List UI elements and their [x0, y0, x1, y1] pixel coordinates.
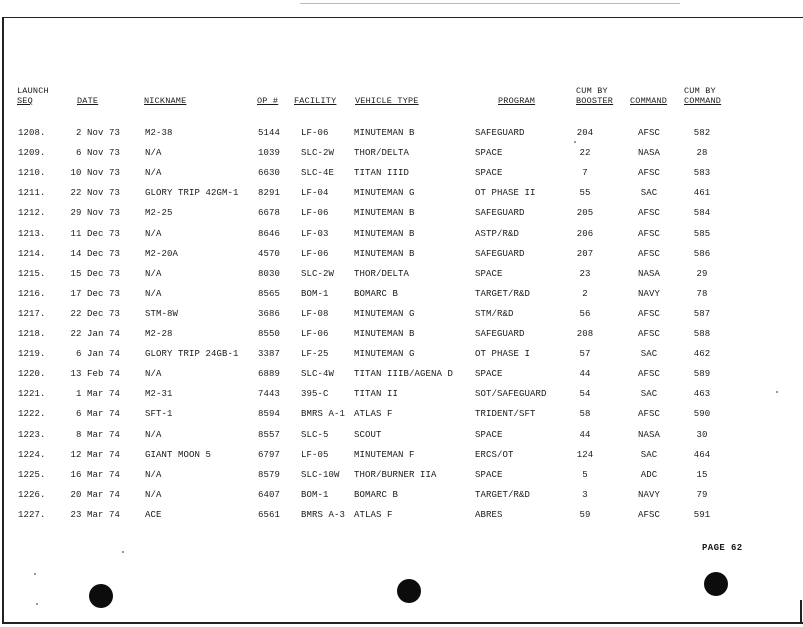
header-op-number: OP # — [257, 96, 279, 106]
facility-cell: SLC-4W — [301, 369, 335, 380]
header-launch-seq: LAUNCH SEQ — [17, 86, 49, 106]
vehicle-type-cell: MINUTEMAN G — [354, 188, 415, 199]
nickname-cell: N/A — [145, 288, 162, 299]
table-row — [0, 248, 803, 262]
command-cell: NASA — [637, 268, 660, 279]
cum-by-booster-cell: 205 — [576, 208, 594, 219]
table-row — [0, 328, 803, 342]
binder-hole-center — [397, 579, 421, 603]
command-cell: AFSC — [637, 168, 660, 179]
table-row — [0, 509, 803, 523]
date-cell: 11 Dec 73 — [70, 228, 120, 239]
cum-by-command-cell: 583 — [693, 168, 711, 179]
cum-by-booster-cell: 204 — [576, 128, 594, 138]
op-number-cell: 8646 — [258, 228, 281, 239]
nickname-cell: N/A — [145, 369, 162, 380]
op-number-cell: 3387 — [258, 349, 281, 360]
program-cell: SPACE — [475, 369, 503, 380]
program-cell: SPACE — [475, 429, 503, 440]
table-row — [0, 187, 803, 201]
program-cell: STM/R&D — [475, 308, 514, 319]
facility-cell: LF-25 — [301, 349, 329, 360]
command-cell: AFSC — [637, 308, 660, 319]
launch-seq-cell: 1219. — [18, 349, 46, 360]
nickname-cell: N/A — [145, 469, 162, 480]
command-cell: NASA — [637, 148, 660, 159]
scan-edge-line — [300, 3, 680, 4]
launch-seq-cell: 1220. — [18, 369, 46, 380]
vehicle-type-cell: MINUTEMAN B — [354, 228, 415, 239]
vehicle-type-cell: MINUTEMAN B — [354, 248, 415, 259]
program-cell: TRIDENT/SFT — [475, 409, 536, 420]
vehicle-type-cell: TITAN IIID — [354, 168, 410, 179]
facility-cell: BMRS A-3 — [301, 509, 346, 520]
op-number-cell: 8030 — [258, 268, 281, 279]
cum-by-booster-cell: 56 — [579, 308, 591, 319]
facility-cell: BOM-1 — [301, 489, 329, 500]
launch-seq-cell: 1216. — [18, 288, 46, 299]
op-number-cell: 6678 — [258, 208, 281, 219]
nickname-cell: M2-20A — [145, 248, 179, 259]
launch-seq-cell: 1209. — [18, 148, 46, 159]
op-number-cell: 6561 — [258, 509, 281, 520]
date-cell: 14 Dec 73 — [70, 248, 120, 259]
cum-by-command-cell: 463 — [693, 389, 711, 400]
table-row — [0, 147, 803, 161]
program-cell: SOT/SAFEGUARD — [475, 389, 547, 400]
header-cum-by-booster: CUM BY BOOSTER — [576, 86, 614, 106]
nickname-cell: GLORY TRIP 42GM-1 — [145, 188, 239, 199]
nickname-cell: M2-31 — [145, 389, 173, 400]
program-cell: SPACE — [475, 268, 503, 279]
facility-cell: LF-08 — [301, 308, 329, 319]
cum-by-command-cell: 15 — [696, 469, 708, 480]
vehicle-type-cell: BOMARC B — [354, 489, 399, 500]
facility-cell: LF-06 — [301, 329, 329, 339]
scan-speck — [574, 141, 576, 143]
program-cell: TARGET/R&D — [475, 489, 531, 500]
vehicle-type-cell: BOMARC B — [354, 288, 399, 299]
cum-by-command-cell: 462 — [693, 349, 711, 360]
launch-seq-cell: 1217. — [18, 308, 46, 319]
table-row — [0, 429, 803, 443]
date-cell: 6 Nov 73 — [75, 148, 120, 159]
program-cell: OT PHASE I — [475, 349, 531, 360]
op-number-cell: 4570 — [258, 248, 281, 259]
op-number-cell: 3686 — [258, 308, 281, 319]
table-row — [0, 368, 803, 382]
cum-by-booster-cell: 208 — [576, 329, 594, 339]
table-row — [0, 207, 803, 221]
header-date: DATE — [77, 96, 99, 106]
facility-cell: SLC-2W — [301, 268, 335, 279]
date-cell: 6 Jan 74 — [75, 349, 120, 360]
command-cell: AFSC — [637, 409, 660, 420]
op-number-cell: 8291 — [258, 188, 281, 199]
cum-by-booster-cell: 3 — [582, 489, 588, 500]
date-cell: 23 Mar 74 — [70, 509, 120, 520]
date-cell: 20 Mar 74 — [70, 489, 120, 500]
op-number-cell: 1039 — [258, 148, 281, 159]
vehicle-type-cell: MINUTEMAN B — [354, 208, 415, 219]
launch-seq-cell: 1211. — [18, 188, 46, 199]
cum-by-command-cell: 588 — [693, 329, 711, 339]
nickname-cell: M2-25 — [145, 208, 173, 219]
vehicle-type-cell: ATLAS F — [354, 409, 393, 420]
cum-by-booster-cell: 54 — [579, 389, 591, 400]
program-cell: ERCS/OT — [475, 449, 514, 460]
cum-by-booster-cell: 55 — [579, 188, 591, 199]
launch-seq-cell: 1214. — [18, 248, 46, 259]
launch-seq-cell: 1212. — [18, 208, 46, 219]
program-cell: SAFEGUARD — [475, 248, 525, 259]
cum-by-command-cell: 584 — [693, 208, 711, 219]
op-number-cell: 8557 — [258, 429, 281, 440]
table-row — [0, 348, 803, 362]
facility-cell: 395-C — [301, 389, 329, 400]
op-number-cell: 6407 — [258, 489, 281, 500]
program-cell: ABRES — [475, 509, 503, 520]
command-cell: AFSC — [637, 128, 660, 138]
launch-seq-cell: 1215. — [18, 268, 46, 279]
cum-by-command-cell: 461 — [693, 188, 711, 199]
op-number-cell: 6630 — [258, 168, 281, 179]
date-cell: 17 Dec 73 — [70, 288, 120, 299]
cum-by-booster-cell: 44 — [579, 369, 591, 380]
vehicle-type-cell: TITAN II — [354, 389, 399, 400]
cum-by-command-cell: 78 — [696, 288, 708, 299]
facility-cell: LF-03 — [301, 228, 329, 239]
cum-by-booster-cell: 22 — [579, 148, 591, 159]
op-number-cell: 6797 — [258, 449, 281, 460]
vehicle-type-cell: THOR/BURNER IIA — [354, 469, 437, 480]
cum-by-command-cell: 582 — [693, 128, 711, 138]
op-number-cell: 8579 — [258, 469, 281, 480]
table-row — [0, 469, 803, 483]
table-row — [0, 167, 803, 181]
cum-by-booster-cell: 44 — [579, 429, 591, 440]
op-number-cell: 8594 — [258, 409, 281, 420]
header-program: PROGRAM — [498, 96, 536, 106]
vehicle-type-cell: THOR/DELTA — [354, 268, 410, 279]
program-cell: SPACE — [475, 469, 503, 480]
nickname-cell: M2-38 — [145, 128, 173, 138]
table-row — [0, 308, 803, 322]
nickname-cell: GIANT MOON 5 — [145, 449, 212, 460]
facility-cell: LF-06 — [301, 128, 329, 138]
program-cell: TARGET/R&D — [475, 288, 531, 299]
page-number: PAGE 62 — [702, 543, 743, 553]
program-cell: SPACE — [475, 148, 503, 159]
page-border-top — [2, 17, 803, 18]
cum-by-command-cell: 589 — [693, 369, 711, 380]
facility-cell: LF-04 — [301, 188, 329, 199]
facility-cell: SLC-4E — [301, 168, 335, 179]
command-cell: SAC — [640, 349, 658, 360]
date-cell: 29 Nov 73 — [70, 208, 120, 219]
launch-seq-cell: 1227. — [18, 509, 46, 520]
nickname-cell: N/A — [145, 268, 162, 279]
nickname-cell: STM-8W — [145, 308, 179, 319]
date-cell: 22 Nov 73 — [70, 188, 120, 199]
page-border-bottom — [2, 622, 803, 624]
table-row — [0, 127, 803, 141]
launch-seq-cell: 1213. — [18, 228, 46, 239]
cum-by-booster-cell: 2 — [582, 288, 588, 299]
facility-cell: SLC-2W — [301, 148, 335, 159]
facility-cell: LF-06 — [301, 248, 329, 259]
cum-by-booster-cell: 5 — [582, 469, 588, 480]
program-cell: ASTP/R&D — [475, 228, 520, 239]
date-cell: 8 Mar 74 — [75, 429, 120, 440]
cum-by-command-cell: 586 — [693, 248, 711, 259]
vehicle-type-cell: MINUTEMAN G — [354, 308, 415, 319]
program-cell: SAFEGUARD — [475, 128, 525, 138]
date-cell: 16 Mar 74 — [70, 469, 120, 480]
date-cell: 22 Jan 74 — [70, 329, 120, 339]
launch-seq-cell: 1218. — [18, 329, 46, 339]
vehicle-type-cell: SCOUT — [354, 429, 382, 440]
scan-speck — [776, 391, 778, 393]
vehicle-type-cell: MINUTEMAN F — [354, 449, 415, 460]
program-cell: OT PHASE II — [475, 188, 536, 199]
cum-by-command-cell: 591 — [693, 509, 711, 520]
table-row — [0, 228, 803, 242]
cum-by-booster-cell: 57 — [579, 349, 591, 360]
vehicle-type-cell: THOR/DELTA — [354, 148, 410, 159]
nickname-cell: N/A — [145, 148, 162, 159]
op-number-cell: 7443 — [258, 389, 281, 400]
vehicle-type-cell: MINUTEMAN B — [354, 128, 415, 138]
facility-cell: BOM-1 — [301, 288, 329, 299]
table-row — [0, 288, 803, 302]
command-cell: ADC — [640, 469, 658, 480]
launch-seq-cell: 1224. — [18, 449, 46, 460]
command-cell: AFSC — [637, 228, 660, 239]
date-cell: 22 Dec 73 — [70, 308, 120, 319]
table-row — [0, 408, 803, 422]
launch-seq-cell: 1222. — [18, 409, 46, 420]
command-cell: AFSC — [637, 329, 660, 339]
date-cell: 13 Feb 74 — [70, 369, 120, 380]
vehicle-type-cell: MINUTEMAN G — [354, 349, 415, 360]
launch-seq-cell: 1221. — [18, 389, 46, 400]
date-cell: 15 Dec 73 — [70, 268, 120, 279]
launch-seq-cell: 1210. — [18, 168, 46, 179]
cum-by-command-cell: 28 — [696, 148, 708, 159]
vehicle-type-cell: ATLAS F — [354, 509, 393, 520]
date-cell: 12 Mar 74 — [70, 449, 120, 460]
table-row — [0, 489, 803, 503]
cum-by-command-cell: 30 — [696, 429, 708, 440]
nickname-cell: GLORY TRIP 24GB-1 — [145, 349, 239, 360]
facility-cell: LF-06 — [301, 208, 329, 219]
nickname-cell: N/A — [145, 489, 162, 500]
facility-cell: LF-05 — [301, 449, 329, 460]
nickname-cell: N/A — [145, 168, 162, 179]
op-number-cell: 8565 — [258, 288, 281, 299]
binder-hole-left — [89, 584, 113, 608]
header-vehicle-type: VEHICLE TYPE — [355, 96, 419, 106]
op-number-cell: 5144 — [258, 128, 281, 138]
vehicle-type-cell: MINUTEMAN B — [354, 329, 415, 339]
facility-cell: SLC-10W — [301, 469, 340, 480]
cum-by-command-cell: 29 — [696, 268, 708, 279]
launch-seq-cell: 1223. — [18, 429, 46, 440]
vehicle-type-cell: TITAN IIIB/AGENA D — [354, 369, 454, 380]
nickname-cell: N/A — [145, 429, 162, 440]
date-cell: 2 Nov 73 — [75, 128, 120, 138]
date-cell: 10 Nov 73 — [70, 168, 120, 179]
command-cell: SAC — [640, 389, 658, 400]
date-cell: 6 Mar 74 — [75, 409, 120, 420]
cum-by-booster-cell: 207 — [576, 248, 594, 259]
command-cell: AFSC — [637, 369, 660, 380]
cum-by-booster-cell: 58 — [579, 409, 591, 420]
cum-by-booster-cell: 23 — [579, 268, 591, 279]
page-border-right — [800, 600, 802, 624]
command-cell: AFSC — [637, 248, 660, 259]
nickname-cell: SFT-1 — [145, 409, 173, 420]
launch-seq-cell: 1225. — [18, 469, 46, 480]
facility-cell: SLC-5 — [301, 429, 329, 440]
table-row — [0, 388, 803, 402]
cum-by-booster-cell: 206 — [576, 228, 594, 239]
nickname-cell: ACE — [145, 509, 162, 520]
scan-speck — [34, 573, 36, 575]
scan-speck — [36, 603, 38, 605]
cum-by-command-cell: 464 — [693, 449, 711, 460]
op-number-cell: 8550 — [258, 329, 281, 339]
header-nickname: NICKNAME — [144, 96, 187, 106]
header-cum-by-command: CUM BY COMMAND — [684, 86, 722, 106]
cum-by-booster-cell: 7 — [582, 168, 588, 179]
nickname-cell: M2-28 — [145, 329, 173, 339]
binder-hole-right — [704, 572, 728, 596]
command-cell: NAVY — [637, 489, 660, 500]
op-number-cell: 6889 — [258, 369, 281, 380]
facility-cell: BMRS A-1 — [301, 409, 346, 420]
cum-by-command-cell: 590 — [693, 409, 711, 420]
command-cell: SAC — [640, 449, 658, 460]
command-cell: SAC — [640, 188, 658, 199]
nickname-cell: N/A — [145, 228, 162, 239]
program-cell: SAFEGUARD — [475, 208, 525, 219]
command-cell: AFSC — [637, 208, 660, 219]
table-row — [0, 449, 803, 463]
cum-by-command-cell: 585 — [693, 228, 711, 239]
scan-speck — [122, 551, 124, 553]
launch-seq-cell: 1226. — [18, 489, 46, 500]
program-cell: SAFEGUARD — [475, 329, 525, 339]
header-command: COMMAND — [630, 96, 668, 106]
date-cell: 1 Mar 74 — [75, 389, 120, 400]
table-row — [0, 268, 803, 282]
cum-by-booster-cell: 124 — [576, 449, 594, 460]
cum-by-command-cell: 79 — [696, 489, 708, 500]
cum-by-booster-cell: 59 — [579, 509, 591, 520]
command-cell: AFSC — [637, 509, 660, 520]
command-cell: NASA — [637, 429, 660, 440]
header-facility: FACILITY — [294, 96, 337, 106]
cum-by-command-cell: 587 — [693, 308, 711, 319]
program-cell: SPACE — [475, 168, 503, 179]
launch-seq-cell: 1208. — [18, 128, 46, 138]
command-cell: NAVY — [637, 288, 660, 299]
